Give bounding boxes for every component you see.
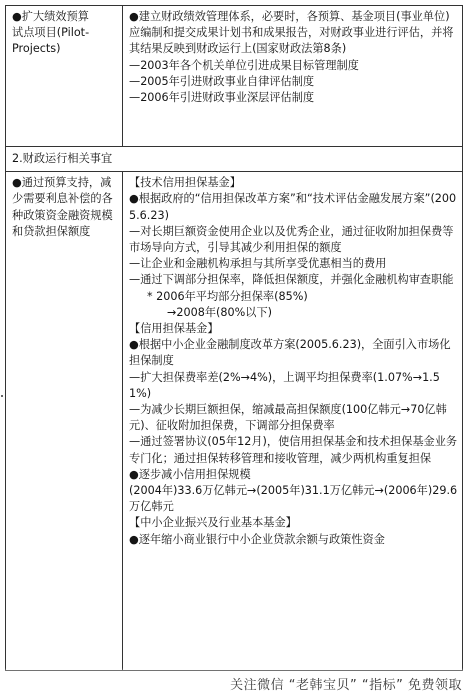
content-heading: 【信用担保基金】: [129, 322, 219, 336]
content-paragraph: —对长期巨额资金使用企业以及优秀企业，通过征收附加担保费等市场导向方式，引导其减少利用担保的额度: [129, 224, 454, 255]
table-row: [6, 172, 463, 671]
content-paragraph: ●建立财政绩效管理体系，必要时，各预算、基金项目(事业单位)应编制和提交成果计划书和成果报告，对财政事业进行评估，并将其结果反映到财政运行上(国家财政法第8条): [129, 10, 454, 56]
item-label: Projects): [12, 42, 61, 56]
table-row: [6, 6, 463, 147]
content-heading: 【中小企业振兴及行业基本基金】: [129, 516, 297, 530]
content-paragraph: —扩大担保费率差(2%→4%)，上调平均担保费率(1.07%→1.51%): [129, 370, 440, 400]
content-paragraph: —2003年各个机关单位引进成果目标管理制度: [129, 58, 359, 72]
content-paragraph: —通过下调部分担保率，降低担保额度，并强化金融机构审查职能: [129, 273, 454, 287]
content-cell: [123, 6, 463, 147]
content-paragraph: —让企业和金融机构承担与其所享受优惠相当的费用: [129, 257, 387, 271]
item-label: 试点项目(Pilot-: [12, 26, 90, 40]
content-paragraph: ●根据中小企业金融制度改革方案(2005.6.23)，全面引入市场化担保制度: [129, 338, 451, 368]
content-paragraph: ●根据政府的“信用担保改革方案”和“技术评估金融发展方案”(2005.6.23): [129, 192, 457, 222]
item-cell: [6, 172, 123, 671]
content-paragraph: (2004年)33.6万亿韩元→(2005年)31.1万亿韩元→(2006年)29.6万亿韩元: [129, 484, 458, 514]
item-label: ●扩大绩效预算: [12, 10, 89, 23]
content-paragraph: —2006年引进财政事业深层评估制度: [129, 91, 315, 105]
content-paragraph: ●逐步减小信用担保规模: [129, 467, 251, 481]
content-cell: [123, 172, 463, 671]
section-header-row: [6, 147, 463, 172]
content-paragraph: ●逐年缩小商业银行中小企业贷款余额与政策性资金: [129, 532, 385, 546]
item-cell: [6, 6, 123, 147]
section-title: 2.财政运行相关事宜: [6, 147, 463, 172]
content-heading: 【技术信用担保基金】: [129, 176, 241, 190]
content-paragraph: →2008年(80%以下): [167, 305, 273, 319]
content-paragraph: —2005年引进财政事业自律评估制度: [129, 74, 315, 88]
content-paragraph: * 2006年平均部分担保率(85%): [147, 289, 308, 303]
item-label: ●通过预算支持，减少需要利息补偿的各种政策资金融资规模和贷款担保额度: [12, 176, 113, 238]
watermark-banner: 关注微信 “老韩宝贝” “指标” 免费领取: [0, 676, 470, 696]
content-paragraph: —通过签署协议(05年12月)，使信用担保基金和技术担保基金业务专门化；通过担保转移管理和接收管理，减少两机构重复担保: [129, 435, 458, 465]
margin-mark: [1, 395, 3, 397]
content-paragraph: —为减少长期巨额担保，缩减最高担保额度(100亿韩元→70亿韩元)、征收附加担保费，下调部分担保费率: [129, 403, 447, 433]
document-table: [5, 5, 463, 671]
page-fade: [0, 668, 470, 676]
